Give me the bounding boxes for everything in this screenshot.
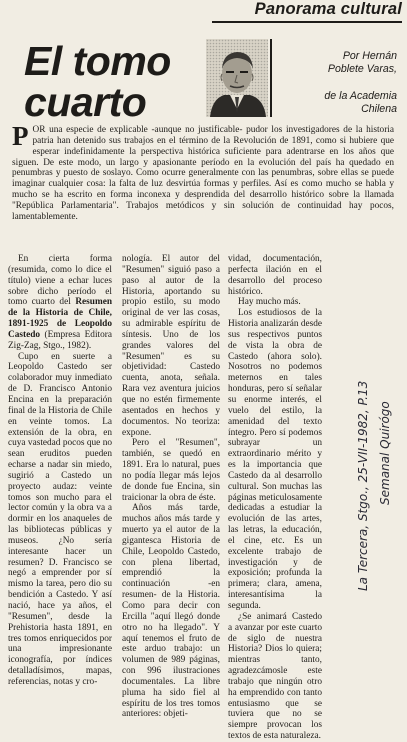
article-title-line1: El tomo (24, 38, 171, 84)
lead-paragraph (12, 121, 394, 223)
handwritten-section-line: Semanal Quirógo (378, 401, 392, 505)
article-title-line2: cuarto (24, 79, 147, 125)
handwritten-source-line: La Tercera, Stgo., 25-VII-1982, P.13 (356, 380, 370, 591)
col2-paragraph-3: Años más tarde, muchos años más tarde y muerto ya el autor de la gigantesca Historia de Chile, Leopoldo Castedo, con plena libertad, emprendió la continuación -en resumen- de la Historia. Como para decir con Ercilla "aquí llegó donde otro no ha llegado". Y aquí tenemos el fruto de este arduo trabajo: un volumen de 989 páginas, con 996 ilustraciones documentales. La libre pluma ha sido fiel al espíritu de los tres tomos anteriores: objeti- (122, 503, 220, 720)
byline (277, 50, 397, 75)
section-header-rule (212, 21, 402, 23)
col3-paragraph-3: Los estudiosos de la Historia analizarán desde sus respectivos puntos de vista la obra de Castedo (ahora solo). Nosotros no podemos meternos en tales honduras, pero sí señalar su enorme interés, el vuelo del estilo, la amenidad del texto íntegro. Pero sí podemos subrayar un extraordinario mérito y es la importancia que Castedo da al desarrollo cultural. Son muchas las páginas meticulosamente dedicadas a estudiar la evolución de las artes, las letras, la educación, el cine, etc. Es un excelente trabajo de investigación y de exposición; profunda la primera; clara, amena, interesantísima la segunda. (228, 308, 322, 611)
affiliation-line1: de la Academia (324, 90, 397, 102)
col1-paragraph-1 (8, 254, 112, 352)
col1-paragraph-2: Cupo en suerte a Leopoldo Castedo ser colaborador muy inmediato de D. Francisco Antonio Encina en la preparación final de la Historia de Chile en veinte tomos. La extensión de la obra, en cuya vastedad pocos que no sean eruditos pueden echarse a nadar sin miedo, sugirió a Castedo un proyecto audaz: veinte tomos son mucho para el lector común y la obra va a dormir en los anaqueles de las bibliotecas públicas y museos. ¿No sería interesante hacer un resumen? D. Francisco se negó a emprender por sí mismo la tarea, pero dio su bendición a Castedo. Y así nació, hace ya años, el "Resumen", desde la Prehistoria hasta 1891, en tres tomos enriquecidos por una impresionante iconografía, por índices detalladísimos, mapas, referencias, notas y cro- (8, 351, 112, 687)
book-title: Resumen de la Historia de Chile, 1891-1925 de Leopoldo Castedo (8, 297, 112, 340)
author-portrait (206, 39, 272, 117)
author-affiliation (277, 90, 397, 115)
col1-p1-publisher: (Empresa Editora Zig-Zag, Stgo., 1982). (8, 329, 112, 351)
col3-paragraph-2: Hay mucho más. (238, 297, 301, 308)
byline-line1: Por Hernán (342, 50, 397, 62)
article-column-3 (228, 254, 322, 742)
col3-paragraph-1: vidad, documentación, perfecta ilación en el desarrollo del proceso histórico. (228, 254, 322, 297)
drop-cap: P (12, 121, 29, 151)
article-column-2 (122, 254, 220, 720)
author-portrait-photo (206, 39, 268, 117)
affiliation-line2: Chilena (361, 102, 397, 115)
col1-p1-text: En cierta forma (resumida, como lo dice el título) viene a echar luces sobre dicho período el tomo cuarto del (8, 254, 112, 308)
article-column-1 (8, 254, 112, 687)
lead-text: OR una especie de explicable -aunque no justificable- pudor los investigadores de la historia patria han detenido sus trabajos en el término de la Revolución de 1891, como si hubiere que esperar indefinidamente la perspectiva histórica suficiente para adentrarse en los años que siguen. De este modo, un largo y apasionante período en la evolución del país ha quedado en penumbras y puesto de soslayo. Como ocurre generalmente con las penumbras, sobre ellas se puede imaginar cualquier cosa: la falta de luz desvirtúa formas y perfiles. Así es como mucho se habla y mucho se ha escrito en forma inconexa y desprendida del desarrollo histórico sobre la llamada "República Parlamentaria". Trabajos metódicos y sin solución de continuidad hay pocos, lamentablemente. (12, 125, 394, 222)
col2-paragraph-2: Pero el "Resumen", también, se quedó en 1891. Era lo natural, pues no podía llegar más lejos de donde fue Encina, sin traicionar la obra de éste. (122, 438, 220, 503)
section-header: Panorama cultural (254, 0, 402, 18)
byline-line2: Poblete Varas, (327, 62, 397, 75)
col2-paragraph-1: nología. El autor del "Resumen" siguió paso a paso al autor de la Historia, aportando su propio estilo, su modo original de ver las cosas, su admirable espíritu de síntesis. Uno de los grandes valores del "Resumen" es su objetividad: Castedo cuenta, anota, señala. Rara vez aventura juicios que no estén firmemente asentados en hechos y documentos. No teoriza: expone. (122, 254, 220, 438)
col3-paragraph-4: ¿Se animará Castedo a avanzar por este cuarto de siglo de nuestra Historia? Dios lo quiera; mientras tanto, agradezcámosle este trabajo que ningún otro ha emprendido con tanto entusiasmo que se tuviera que no se siempre provocan los textos de esta naturaleza. (228, 611, 322, 742)
handwritten-annotation (327, 255, 403, 595)
